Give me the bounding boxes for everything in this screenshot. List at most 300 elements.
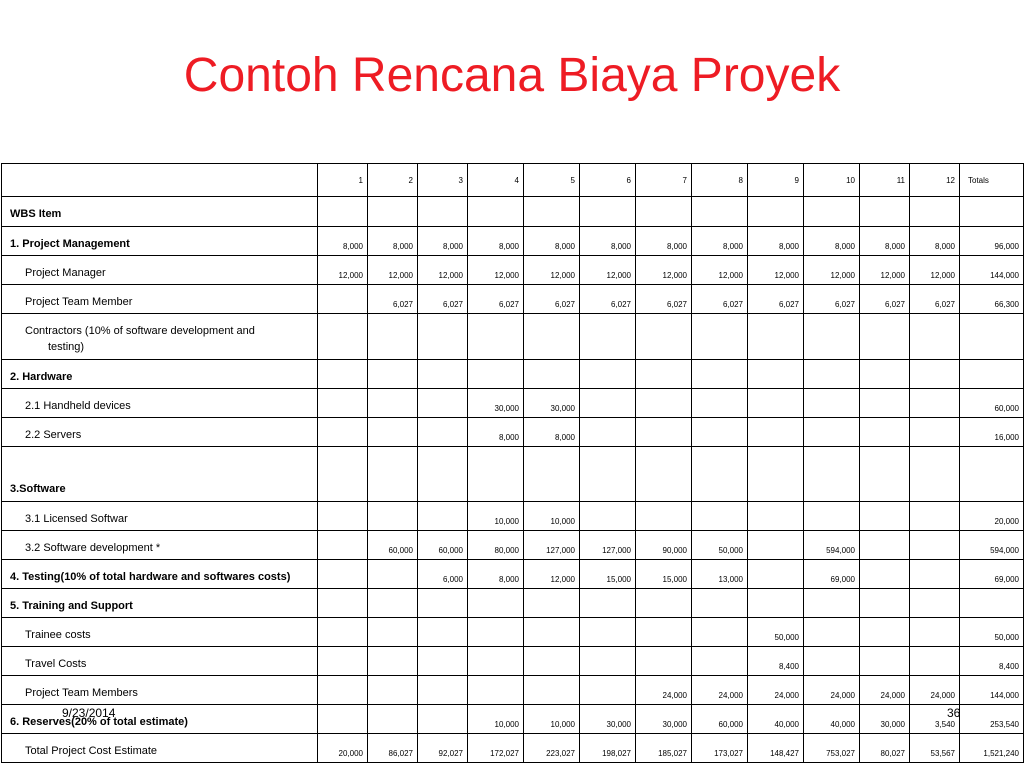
value-cell: 24,000 — [860, 676, 910, 705]
value-cell — [804, 502, 860, 531]
value-cell: 50,000 — [692, 531, 748, 560]
value-cell — [692, 314, 748, 360]
value-cell: 24,000 — [910, 676, 960, 705]
value-cell — [580, 647, 636, 676]
total-cell: 594,000 — [960, 531, 1024, 560]
value-cell: 8,000 — [804, 227, 860, 256]
value-cell — [524, 676, 580, 705]
table-row — [2, 647, 1024, 676]
value-cell: 8,000 — [468, 227, 524, 256]
value-cell — [636, 389, 692, 418]
value-cell — [692, 447, 748, 502]
value-cell: 12,000 — [524, 256, 580, 285]
value-cell: 6,027 — [368, 285, 418, 314]
total-cell: 69,000 — [960, 560, 1024, 589]
footer-page-number: 36 — [947, 706, 961, 720]
value-cell: 173,027 — [692, 734, 748, 763]
value-cell: 753,027 — [804, 734, 860, 763]
value-cell: 6,027 — [692, 285, 748, 314]
value-cell — [860, 360, 910, 389]
value-cell — [636, 502, 692, 531]
value-cell — [636, 647, 692, 676]
value-cell — [748, 418, 804, 447]
value-cell: 8,400 — [748, 647, 804, 676]
value-cell — [860, 389, 910, 418]
value-cell — [318, 502, 368, 531]
value-cell — [910, 560, 960, 589]
value-cell — [692, 360, 748, 389]
value-cell: 172,027 — [468, 734, 524, 763]
header-month-6: 6 — [580, 164, 636, 197]
value-cell — [804, 197, 860, 227]
value-cell: 24,000 — [692, 676, 748, 705]
value-cell — [748, 589, 804, 618]
value-cell — [804, 447, 860, 502]
value-cell: 30,000 — [636, 705, 692, 734]
table-row — [2, 447, 1024, 502]
total-cell: 8,400 — [960, 647, 1024, 676]
value-cell — [418, 418, 468, 447]
value-cell — [318, 418, 368, 447]
row-label — [2, 502, 318, 531]
value-cell — [368, 502, 418, 531]
value-cell: 6,027 — [468, 285, 524, 314]
row-label-text: Trainee costs — [25, 629, 91, 641]
value-cell — [580, 676, 636, 705]
value-cell: 86,027 — [368, 734, 418, 763]
value-cell — [524, 589, 580, 618]
value-cell: 24,000 — [804, 676, 860, 705]
cost-plan-table — [1, 163, 1024, 763]
value-cell — [418, 389, 468, 418]
value-cell: 8,000 — [860, 227, 910, 256]
value-cell — [368, 314, 418, 360]
value-cell: 53,567 — [910, 734, 960, 763]
value-cell — [418, 502, 468, 531]
header-month-2: 2 — [368, 164, 418, 197]
row-label — [2, 389, 318, 418]
value-cell — [636, 314, 692, 360]
value-cell — [524, 360, 580, 389]
value-cell: 50,000 — [748, 618, 804, 647]
table-row — [2, 197, 1024, 227]
value-cell: 127,000 — [524, 531, 580, 560]
value-cell — [804, 360, 860, 389]
total-cell: 60,000 — [960, 389, 1024, 418]
row-label — [2, 560, 318, 589]
value-cell: 8,000 — [524, 418, 580, 447]
value-cell — [636, 418, 692, 447]
value-cell: 8,000 — [468, 418, 524, 447]
row-label — [2, 418, 318, 447]
table-row — [2, 560, 1024, 589]
value-cell — [368, 705, 418, 734]
value-cell: 223,027 — [524, 734, 580, 763]
value-cell — [860, 197, 910, 227]
value-cell — [318, 360, 368, 389]
value-cell: 10,000 — [524, 705, 580, 734]
value-cell — [418, 618, 468, 647]
value-cell — [692, 589, 748, 618]
value-cell — [318, 389, 368, 418]
header-month-9: 9 — [748, 164, 804, 197]
value-cell: 8,000 — [692, 227, 748, 256]
header-month-1: 1 — [318, 164, 368, 197]
value-cell: 69,000 — [804, 560, 860, 589]
value-cell — [860, 560, 910, 589]
row-label-text: 4. Testing(10% of total hardware and softwares costs) — [10, 571, 291, 583]
value-cell — [910, 531, 960, 560]
value-cell: 12,000 — [368, 256, 418, 285]
row-label-text: Contractors (10% of software development and — [25, 325, 255, 337]
value-cell — [418, 705, 468, 734]
value-cell: 12,000 — [580, 256, 636, 285]
total-cell — [960, 447, 1024, 502]
value-cell: 20,000 — [318, 734, 368, 763]
value-cell — [804, 389, 860, 418]
header-month-10: 10 — [804, 164, 860, 197]
value-cell — [910, 647, 960, 676]
header-blank-cell — [2, 164, 318, 197]
value-cell — [318, 560, 368, 589]
value-cell — [692, 502, 748, 531]
value-cell — [318, 618, 368, 647]
value-cell — [318, 589, 368, 618]
total-cell — [960, 314, 1024, 360]
table-row — [2, 502, 1024, 531]
value-cell: 12,000 — [418, 256, 468, 285]
value-cell — [468, 618, 524, 647]
value-cell: 8,000 — [636, 227, 692, 256]
value-cell — [748, 389, 804, 418]
value-cell — [318, 447, 368, 502]
value-cell: 8,000 — [318, 227, 368, 256]
value-cell — [636, 589, 692, 618]
row-label — [2, 705, 318, 734]
total-cell — [960, 589, 1024, 618]
total-cell: 96,000 — [960, 227, 1024, 256]
value-cell — [418, 314, 468, 360]
value-cell — [860, 589, 910, 618]
value-cell — [468, 589, 524, 618]
value-cell: 40,000 — [748, 705, 804, 734]
value-cell — [860, 647, 910, 676]
value-cell — [580, 589, 636, 618]
value-cell — [468, 647, 524, 676]
table-row — [2, 314, 1024, 360]
value-cell — [692, 389, 748, 418]
value-cell — [318, 314, 368, 360]
value-cell — [636, 618, 692, 647]
table-row — [2, 389, 1024, 418]
value-cell — [804, 589, 860, 618]
value-cell: 13,000 — [692, 560, 748, 589]
value-cell — [318, 285, 368, 314]
row-label-text: Project Team Members — [25, 687, 138, 699]
value-cell — [318, 647, 368, 676]
value-cell: 6,027 — [580, 285, 636, 314]
value-cell: 12,000 — [860, 256, 910, 285]
value-cell: 24,000 — [636, 676, 692, 705]
value-cell — [860, 531, 910, 560]
value-cell: 92,027 — [418, 734, 468, 763]
value-cell — [418, 360, 468, 389]
value-cell: 30,000 — [524, 389, 580, 418]
value-cell: 6,027 — [636, 285, 692, 314]
value-cell: 60,000 — [418, 531, 468, 560]
row-label-text: 5. Training and Support — [10, 600, 133, 612]
row-label — [2, 227, 318, 256]
value-cell — [418, 647, 468, 676]
table-row — [2, 676, 1024, 705]
value-cell — [580, 502, 636, 531]
value-cell: 8,000 — [580, 227, 636, 256]
value-cell: 148,427 — [748, 734, 804, 763]
row-label-text: 1. Project Management — [10, 238, 130, 250]
value-cell: 15,000 — [580, 560, 636, 589]
row-label-text: 6. Reserves(20% of total estimate) — [10, 716, 188, 728]
value-cell: 8,000 — [418, 227, 468, 256]
row-label-text: WBS Item — [10, 208, 62, 220]
row-label-text: Project Manager — [25, 267, 106, 279]
value-cell: 8,000 — [368, 227, 418, 256]
value-cell: 8,000 — [910, 227, 960, 256]
value-cell — [860, 618, 910, 647]
row-label — [2, 734, 318, 763]
total-cell: 20,000 — [960, 502, 1024, 531]
value-cell — [636, 360, 692, 389]
table-row — [2, 418, 1024, 447]
total-cell — [960, 197, 1024, 227]
value-cell — [468, 360, 524, 389]
row-label — [2, 618, 318, 647]
value-cell — [524, 314, 580, 360]
value-cell: 80,027 — [860, 734, 910, 763]
value-cell — [636, 197, 692, 227]
value-cell: 198,027 — [580, 734, 636, 763]
row-label — [2, 447, 318, 502]
value-cell — [692, 418, 748, 447]
value-cell — [748, 531, 804, 560]
value-cell: 10,000 — [524, 502, 580, 531]
value-cell — [692, 618, 748, 647]
row-label-text: 2. Hardware — [10, 371, 73, 383]
slide-title: Contoh Rencana Biaya Proyek — [183, 49, 841, 102]
table-row — [2, 618, 1024, 647]
row-label-text: 3.2 Software development * — [25, 542, 161, 554]
header-month-3: 3 — [418, 164, 468, 197]
row-label-continuation: testing) — [48, 341, 85, 353]
value-cell — [524, 197, 580, 227]
value-cell: 60,000 — [692, 705, 748, 734]
value-cell — [748, 560, 804, 589]
row-label — [2, 256, 318, 285]
value-cell: 12,000 — [636, 256, 692, 285]
value-cell — [524, 447, 580, 502]
value-cell — [368, 197, 418, 227]
value-cell — [318, 676, 368, 705]
row-label — [2, 589, 318, 618]
value-cell — [910, 618, 960, 647]
row-label-text: 2.2 Servers — [25, 429, 82, 441]
value-cell: 12,000 — [524, 560, 580, 589]
table-row — [2, 531, 1024, 560]
value-cell: 3,540 — [910, 705, 960, 734]
value-cell — [580, 389, 636, 418]
value-cell — [468, 676, 524, 705]
value-cell: 80,000 — [468, 531, 524, 560]
value-cell: 8,000 — [524, 227, 580, 256]
value-cell: 30,000 — [468, 389, 524, 418]
value-cell — [468, 314, 524, 360]
row-label-text: Total Project Cost Estimate — [25, 745, 158, 757]
value-cell — [860, 447, 910, 502]
value-cell — [804, 618, 860, 647]
value-cell: 6,027 — [860, 285, 910, 314]
value-cell: 8,000 — [468, 560, 524, 589]
value-cell — [910, 197, 960, 227]
footer-date: 9/23/2014 — [62, 706, 116, 720]
value-cell — [318, 705, 368, 734]
table-row — [2, 285, 1024, 314]
value-cell — [418, 197, 468, 227]
header-month-4: 4 — [468, 164, 524, 197]
value-cell: 60,000 — [368, 531, 418, 560]
value-cell: 40,000 — [804, 705, 860, 734]
value-cell — [368, 418, 418, 447]
value-cell: 594,000 — [804, 531, 860, 560]
value-cell — [910, 314, 960, 360]
value-cell — [368, 360, 418, 389]
header-month-5: 5 — [524, 164, 580, 197]
value-cell — [468, 447, 524, 502]
table-row — [2, 256, 1024, 285]
value-cell: 6,027 — [524, 285, 580, 314]
value-cell — [910, 389, 960, 418]
total-cell: 16,000 — [960, 418, 1024, 447]
table-row — [2, 360, 1024, 389]
header-month-12: 12 — [910, 164, 960, 197]
header-month-8: 8 — [692, 164, 748, 197]
value-cell — [860, 418, 910, 447]
value-cell — [860, 502, 910, 531]
header-month-11: 11 — [860, 164, 910, 197]
row-label — [2, 285, 318, 314]
row-label-text: 2.1 Handheld devices — [25, 400, 131, 412]
value-cell — [524, 618, 580, 647]
value-cell: 6,027 — [418, 285, 468, 314]
value-cell — [804, 314, 860, 360]
total-cell: 144,000 — [960, 676, 1024, 705]
value-cell: 6,027 — [910, 285, 960, 314]
value-cell — [368, 676, 418, 705]
table-row — [2, 705, 1024, 734]
value-cell — [318, 197, 368, 227]
header-row — [2, 164, 1024, 197]
value-cell — [580, 197, 636, 227]
row-label-text: 3.Software — [10, 483, 66, 495]
value-cell: 12,000 — [468, 256, 524, 285]
value-cell — [368, 447, 418, 502]
value-cell — [748, 502, 804, 531]
value-cell — [524, 647, 580, 676]
row-label — [2, 676, 318, 705]
table-row — [2, 589, 1024, 618]
value-cell: 127,000 — [580, 531, 636, 560]
value-cell: 8,000 — [748, 227, 804, 256]
row-label — [2, 314, 318, 360]
value-cell — [580, 360, 636, 389]
value-cell — [860, 314, 910, 360]
value-cell — [418, 676, 468, 705]
value-cell: 12,000 — [910, 256, 960, 285]
total-cell: 1,521,240 — [960, 734, 1024, 763]
value-cell: 12,000 — [748, 256, 804, 285]
value-cell: 30,000 — [580, 705, 636, 734]
value-cell — [804, 647, 860, 676]
total-cell: 144,000 — [960, 256, 1024, 285]
value-cell — [580, 447, 636, 502]
total-cell: 253,540 — [960, 705, 1024, 734]
value-cell: 24,000 — [748, 676, 804, 705]
value-cell — [748, 360, 804, 389]
table-row — [2, 734, 1024, 763]
row-label-text: 3.1 Licensed Softwar — [25, 513, 128, 525]
value-cell — [748, 197, 804, 227]
value-cell: 30,000 — [860, 705, 910, 734]
value-cell — [418, 589, 468, 618]
value-cell: 6,027 — [748, 285, 804, 314]
row-label — [2, 647, 318, 676]
value-cell — [748, 447, 804, 502]
value-cell: 12,000 — [804, 256, 860, 285]
value-cell: 15,000 — [636, 560, 692, 589]
value-cell — [910, 589, 960, 618]
row-label — [2, 531, 318, 560]
value-cell — [368, 647, 418, 676]
value-cell: 6,027 — [804, 285, 860, 314]
total-cell — [960, 360, 1024, 389]
value-cell — [910, 360, 960, 389]
row-label-text: Travel Costs — [25, 658, 87, 670]
header-totals: Totals — [960, 164, 1024, 197]
value-cell — [368, 560, 418, 589]
value-cell: 6,000 — [418, 560, 468, 589]
value-cell: 12,000 — [318, 256, 368, 285]
value-cell — [368, 618, 418, 647]
value-cell — [910, 502, 960, 531]
total-cell: 50,000 — [960, 618, 1024, 647]
value-cell: 12,000 — [692, 256, 748, 285]
value-cell: 90,000 — [636, 531, 692, 560]
row-label — [2, 360, 318, 389]
table-row — [2, 227, 1024, 256]
value-cell — [748, 314, 804, 360]
value-cell — [636, 447, 692, 502]
value-cell: 10,000 — [468, 502, 524, 531]
value-cell — [418, 447, 468, 502]
value-cell — [318, 531, 368, 560]
value-cell — [580, 618, 636, 647]
header-month-7: 7 — [636, 164, 692, 197]
value-cell — [368, 589, 418, 618]
total-cell: 66,300 — [960, 285, 1024, 314]
value-cell: 10,000 — [468, 705, 524, 734]
value-cell — [580, 418, 636, 447]
value-cell — [368, 389, 418, 418]
value-cell — [804, 418, 860, 447]
value-cell — [468, 197, 524, 227]
